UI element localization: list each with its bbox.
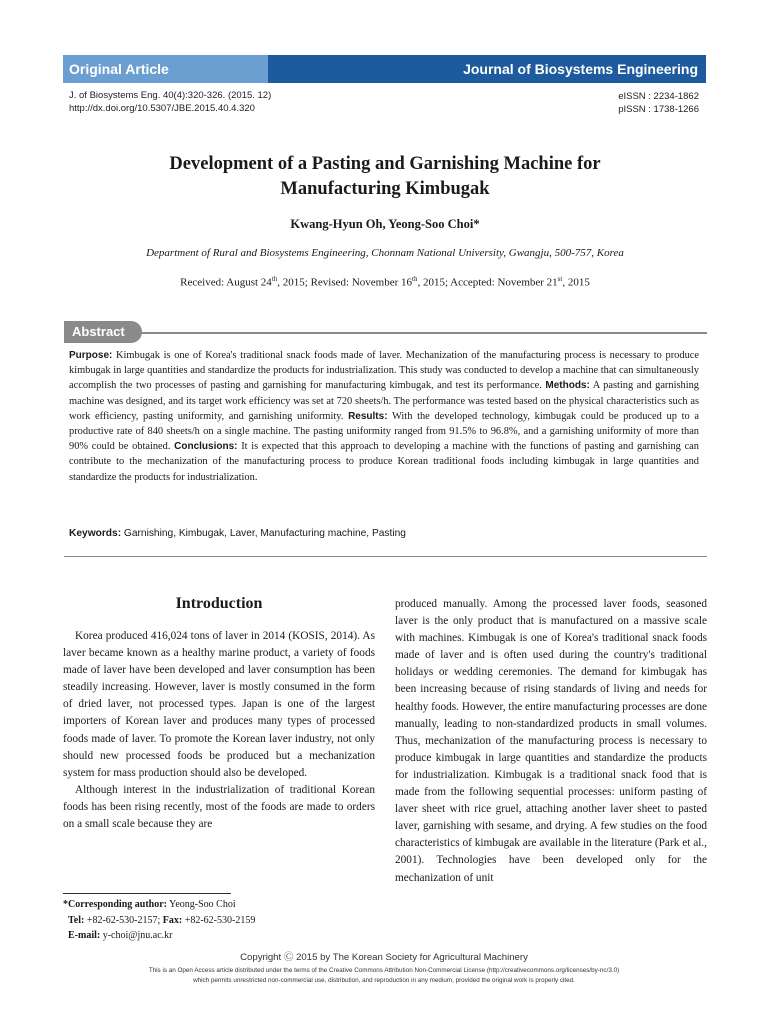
methods-text: A pasting and garnishing machine was designed, and its target work efficiency was set at 720 sheets/h. The performance was tested based on the physical characteristics such as work efficiency, pasting uniformity, and garnishing uniformity. bbox=[69, 380, 699, 422]
abstract-body bbox=[69, 348, 699, 485]
corresponding-author-footnote bbox=[63, 897, 375, 944]
methods-label: Methods: bbox=[545, 380, 590, 392]
keywords-label: Keywords: bbox=[69, 528, 122, 539]
email-label: E-mail: bbox=[68, 930, 101, 942]
dates-tail: , 2015 bbox=[562, 276, 590, 289]
pissn: pISSN : 1738-1266 bbox=[618, 104, 699, 115]
intro-paragraph-right: produced manually. Among the processed laver foods, seasoned laver is the only product that is manufactured on a massive scale with machines. Kimbugak is one of Korea's traditional snack foods made of laver and is often used during the country's traditional holidays or wedding ceremonies. The demand for kimbugak has been increasing because of rising standards of living and needs for healthy foods. However, the entire manufacturing processes are done manually, leading to non-standardized products in small volumes. Thus, mechanization of the manufacturing process is necessary to produce kimbugak in large quantities and standardize the products for industrialization. Kimbugak is a traditional snack food that is made from the following sequential processes: uniform pasting of laver sheet with rice gruel, attaching another laver sheet to pasted laver, garnishing with sesame, and drying. A few studies on the food characteristics of kimbugak are available in the literature (Park et al., 2001). Technologies have been developed only for the mechanization of unit bbox=[395, 598, 707, 884]
tel-number: +82-62-530-2157; bbox=[84, 914, 163, 926]
purpose-text: Kimbugak is one of Korea's traditional snack foods made of laver. Mechanization of the manufacturing process is necessary to produce kimbugak in large quantities and standardize the products for industrialization. This study was conducted to develop a machine that can simultaneously accomplish the two processes of pasting and garnishing for manufacturing kimbugak, and test its performance. bbox=[69, 350, 699, 392]
tel-label: Tel: bbox=[68, 914, 85, 926]
doi-link[interactable]: http://dx.doi.org/10.5307/JBE.2015.40.4.320 bbox=[69, 103, 255, 114]
copyright-notice: Copyright Ⓒ 2015 by The Korean Society for Agricultural Machinery bbox=[240, 952, 528, 963]
received-sup: th bbox=[271, 275, 278, 283]
journal-name: Journal of Biosystems Engineering bbox=[268, 55, 706, 83]
paper-title bbox=[64, 152, 706, 202]
affiliation: Department of Rural and Biosystems Engineering, Chonnam National University, Gwangju, 500-757, Korea bbox=[146, 247, 624, 259]
left-column bbox=[63, 628, 375, 833]
intro-paragraph-1: Korea produced 416,024 tons of laver in 2014 (KOSIS, 2014). As laver became known as a healthy marine product, a variety of foods made of laver have been developed and laver consumption has been steadily increasing. However, laver is mostly consumed in the form of dried laver, not processed types. Japan is one of the largest importers of Korean laver and produces many types of processed foods made of laver. To promote the Korean laver industry, not only should new processed foods be produced but a mechanization system for mass production should also be developed. bbox=[63, 630, 375, 779]
keywords-text: Garnishing, Kimbugak, Laver, Manufacturing machine, Pasting bbox=[121, 528, 406, 539]
accepted-date: , 2015; Accepted: November 21 bbox=[417, 276, 558, 289]
license-notice bbox=[0, 966, 768, 986]
accepted-sup: st bbox=[557, 275, 563, 283]
conclusions-text: It is expected that this approach to developing a machine with the functions of pasting and garnishing can contribute to the mechanization of the manufacturing process to produce Korean traditional foods including kimbugak in large quantities and standardize the products for industrialization. bbox=[69, 441, 699, 483]
right-column bbox=[395, 596, 707, 887]
corr-label: *Corresponding author: bbox=[63, 899, 167, 910]
results-text: With the developed technology, kimbugak could be produced up to a productive rate of 840 sheets/h on a single machine. The pasting uniformity ranged from 91.5% to 96.8%, and a garnishing uniformity of more than 90% could be obtained. bbox=[69, 410, 699, 453]
revised-sup: th bbox=[412, 275, 418, 283]
fax-label: Fax: bbox=[162, 914, 183, 926]
fax-number: +82-62-530-2159 bbox=[182, 914, 256, 926]
publication-dates bbox=[64, 275, 706, 289]
license-line-1: This is an Open Access article distributed under the terms of the Creative Commons Attribution Non-Commercial License (http://creativecommons.org/licenses/by-nc/3.0) bbox=[148, 967, 620, 974]
issn-block bbox=[618, 90, 699, 116]
eissn: eISSN : 2234-1862 bbox=[618, 91, 699, 102]
abstract-rule bbox=[64, 332, 707, 334]
received-date: Received: August 24 bbox=[180, 276, 272, 289]
results-label: Results: bbox=[348, 410, 388, 422]
citation: J. of Biosystems Eng. 40(4):320-326. (2015. 12) bbox=[69, 90, 272, 101]
title-line-1: Development of a Pasting and Garnishing Machine for bbox=[169, 154, 601, 174]
journal-banner bbox=[63, 55, 706, 83]
title-line-2: Manufacturing Kimbugak bbox=[280, 179, 490, 199]
revised-date: , 2015; Revised: November 16 bbox=[277, 276, 412, 289]
intro-paragraph-2: Although interest in the industrialization of traditional Korean foods has been rising recently, most of the foods are made to orders on a small scale because they are bbox=[63, 783, 375, 831]
article-type-label: Original Article bbox=[63, 55, 268, 83]
authors: Kwang-Hyun Oh, Yeong-Soo Choi* bbox=[290, 217, 480, 231]
citation-block bbox=[69, 89, 271, 115]
corr-name: Yeong-Soo Choi bbox=[167, 899, 236, 910]
introduction-heading: Introduction bbox=[175, 595, 263, 612]
keywords bbox=[69, 528, 699, 539]
keywords-rule bbox=[64, 556, 707, 557]
footnote-rule bbox=[63, 893, 231, 894]
license-line-2: which permits unrestricted non-commercial use, distribution, and reproduction in any medium, provided the original work is properly cited. bbox=[193, 977, 575, 984]
email-address[interactable]: y-choi@jnu.ac.kr bbox=[100, 930, 173, 942]
purpose-label: Purpose: bbox=[69, 350, 113, 361]
abstract-heading: Abstract bbox=[64, 321, 142, 343]
conclusions-label: Conclusions: bbox=[174, 441, 238, 453]
